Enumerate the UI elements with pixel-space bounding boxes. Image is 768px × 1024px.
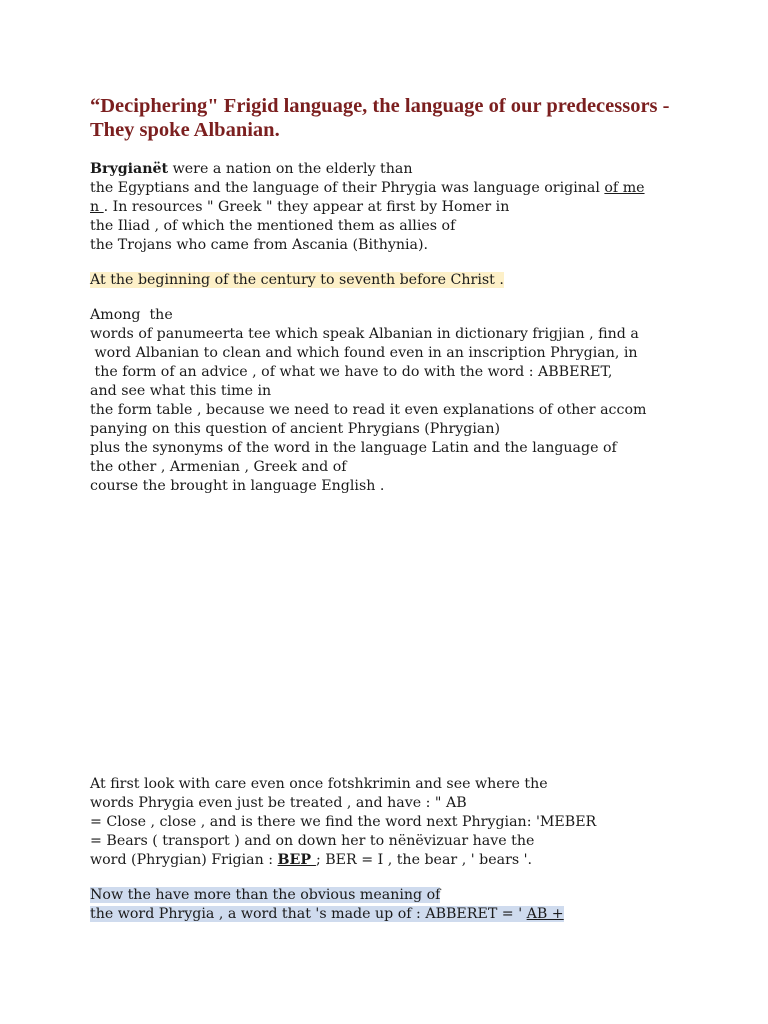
first-look-line-5-rest: ; BER = I , the bear , ' bears '. <box>315 852 533 868</box>
underlined-text-n: n <box>90 199 104 215</box>
highlighted-paragraph-meaning <box>90 886 690 924</box>
highlight-yellow-text: At the beginning of the century to seventh before Christ . <box>90 272 504 288</box>
intro-line-2: the Egyptians and the language of their Phrygia was language original <box>90 180 605 196</box>
among-line-6: the form table , because we need to read it even explanations of other accom <box>90 402 647 418</box>
document-title <box>90 94 690 142</box>
among-line-3: word Albanian to clean and which found even in an inscription Phrygian, in <box>90 345 638 361</box>
highlighted-note-century <box>90 271 690 290</box>
underlined-text-ab-plus: AB + <box>526 906 564 922</box>
title-line-1: “Deciphering" Frigid language, the language of our predecessors - <box>90 95 670 117</box>
first-look-line-5: word (Phrygian) Frigian : <box>90 852 278 868</box>
among-line-10: course the brought in language English . <box>90 478 385 494</box>
among-line-4: the form of an advice , of what we have to do with the word : ABBERET, <box>90 364 613 380</box>
paragraph-intro <box>90 160 690 255</box>
bold-term-brygianet: Brygianët <box>90 161 169 177</box>
among-line-8: plus the synonyms of the word in the language Latin and the language of <box>90 440 617 456</box>
first-look-line-1: At first look with care even once fotshkrimin and see where the <box>90 776 548 792</box>
intro-line-5: the Trojans who came from Ascania (Bithynia). <box>90 237 429 253</box>
underlined-text-of-me: of me <box>604 180 645 196</box>
intro-line-1: were a nation on the elderly than <box>168 161 413 177</box>
intro-line-3: . In resources " Greek " they appear at first by Homer in <box>103 199 510 215</box>
first-look-line-4: = Bears ( transport ) and on down her to nënëvizuar have the <box>90 833 535 849</box>
title-line-2: They spoke Albanian. <box>90 119 280 141</box>
among-line-7: panying on this question of ancient Phrygians (Phrygian) <box>90 421 501 437</box>
among-line-5: and see what this time in <box>90 383 272 399</box>
paragraph-among <box>90 306 690 496</box>
first-look-line-2: words Phrygia even just be treated , and have : " AB <box>90 795 467 811</box>
highlight-blue-line-2: the word Phrygia , a word that 's made up of : ABBERET = ' <box>90 906 527 922</box>
among-line-9: the other , Armenian , Greek and of <box>90 459 347 475</box>
among-line-1: Among the <box>90 307 173 323</box>
first-look-line-3: = Close , close , and is there we find the word next Phrygian: 'MEBER <box>90 814 597 830</box>
bold-term-bep: BEP <box>277 852 316 868</box>
intro-line-4: the Iliad , of which the mentioned them as allies of <box>90 218 456 234</box>
highlight-blue-line-1: Now the have more than the obvious meaning of <box>90 887 441 903</box>
among-line-2: words of panumeerta tee which speak Albanian in dictionary frigjian , find a <box>90 326 639 342</box>
paragraph-first-look <box>90 775 690 870</box>
